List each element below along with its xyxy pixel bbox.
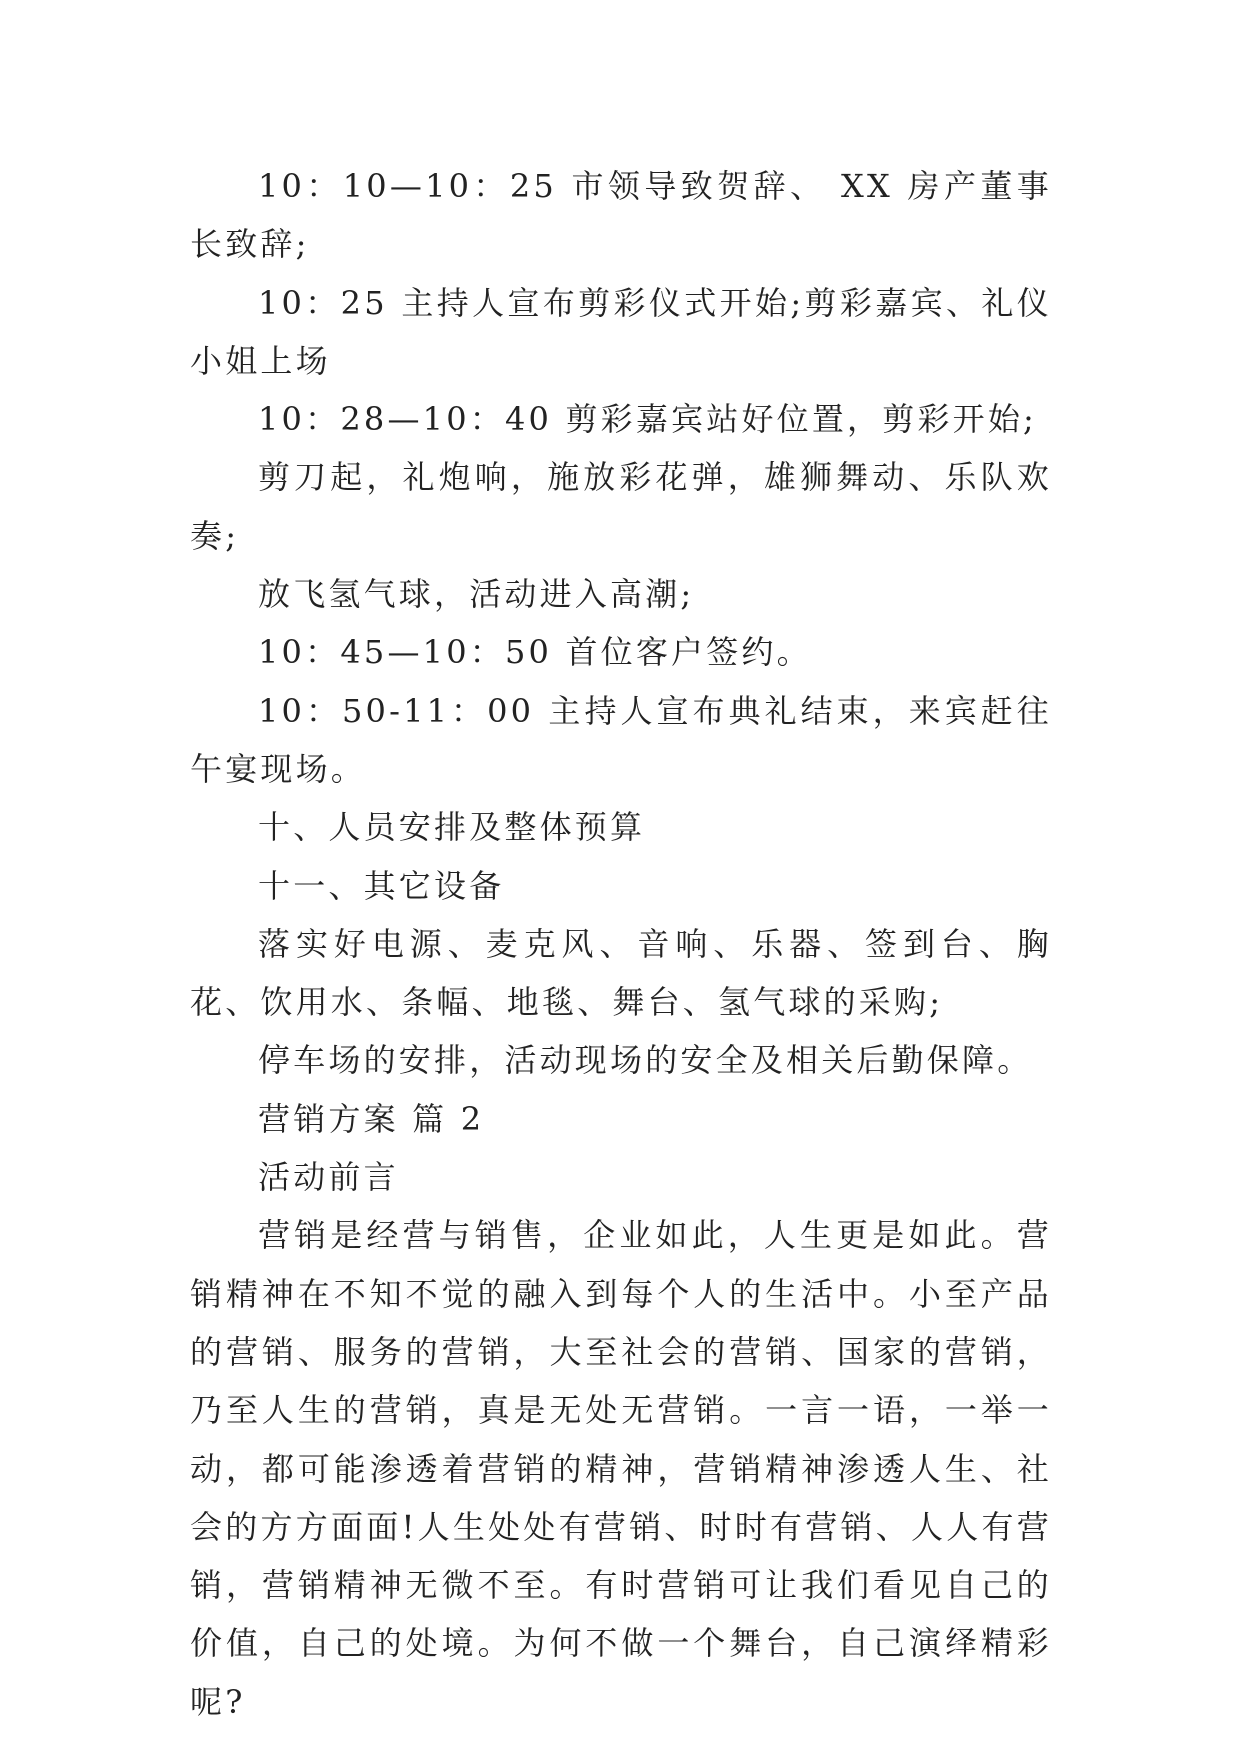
schedule-item-celebration: 剪刀起，礼炮响，施放彩花弹，雄狮舞动、乐队欢奏; <box>190 458 1052 555</box>
schedule-item-closing: 10：50-11：00 主持人宣布典礼结束，来宾赶往午宴现场。 <box>190 691 1052 788</box>
schedule-item-speeches: 10：10—10：25 市领导致贺辞、 XX 房产董事长致辞; <box>190 167 1052 264</box>
section-heading-preface: 活动前言 <box>258 1158 399 1197</box>
schedule-item-signing: 10：45—10：50 首位客户签约。 <box>258 633 812 672</box>
section-heading-staffing-budget: 十、人员安排及整体预算 <box>258 808 646 847</box>
section-heading-other-equipment: 十一、其它设备 <box>258 866 505 905</box>
schedule-item-ribbon-cutting-start: 10：25 主持人宣布剪彩仪式开始;剪彩嘉宾、礼仪小姐上场 <box>190 283 1052 380</box>
article-title-part-2: 营销方案 篇 2 <box>258 1099 485 1138</box>
document-body <box>190 157 1052 1731</box>
schedule-item-balloons: 放飞氢气球，活动进入高潮; <box>258 575 695 614</box>
logistics-paragraph: 停车场的安排，活动现场的安全及相关后勤保障。 <box>258 1041 1033 1080</box>
schedule-item-ribbon-cutting: 10：28—10：40 剪彩嘉宾站好位置，剪彩开始; <box>258 400 1038 439</box>
preface-paragraph: 营销是经营与销售，企业如此，人生更是如此。营销精神在不知不觉的融入到每个人的生活中。小至产品的营销、服务的营销，大至社会的营销、国家的营销，乃至人生的营销，真是无处无营销。一言一语，一举一动，都可能渗透着营销的精神，营销精神渗透人生、社会的方方面面!人生处处有营销、时时有营销、人人有营销，营销精神无微不至。有时营销可让我们看见自己的价值，自己的处境。为何不做一个舞台，自己演绎精彩呢? <box>190 1216 1052 1721</box>
equipment-paragraph: 落实好电源、麦克风、音响、乐器、签到台、胸花、饮用水、条幅、地毯、舞台、氢气球的采购; <box>190 924 1052 1022</box>
